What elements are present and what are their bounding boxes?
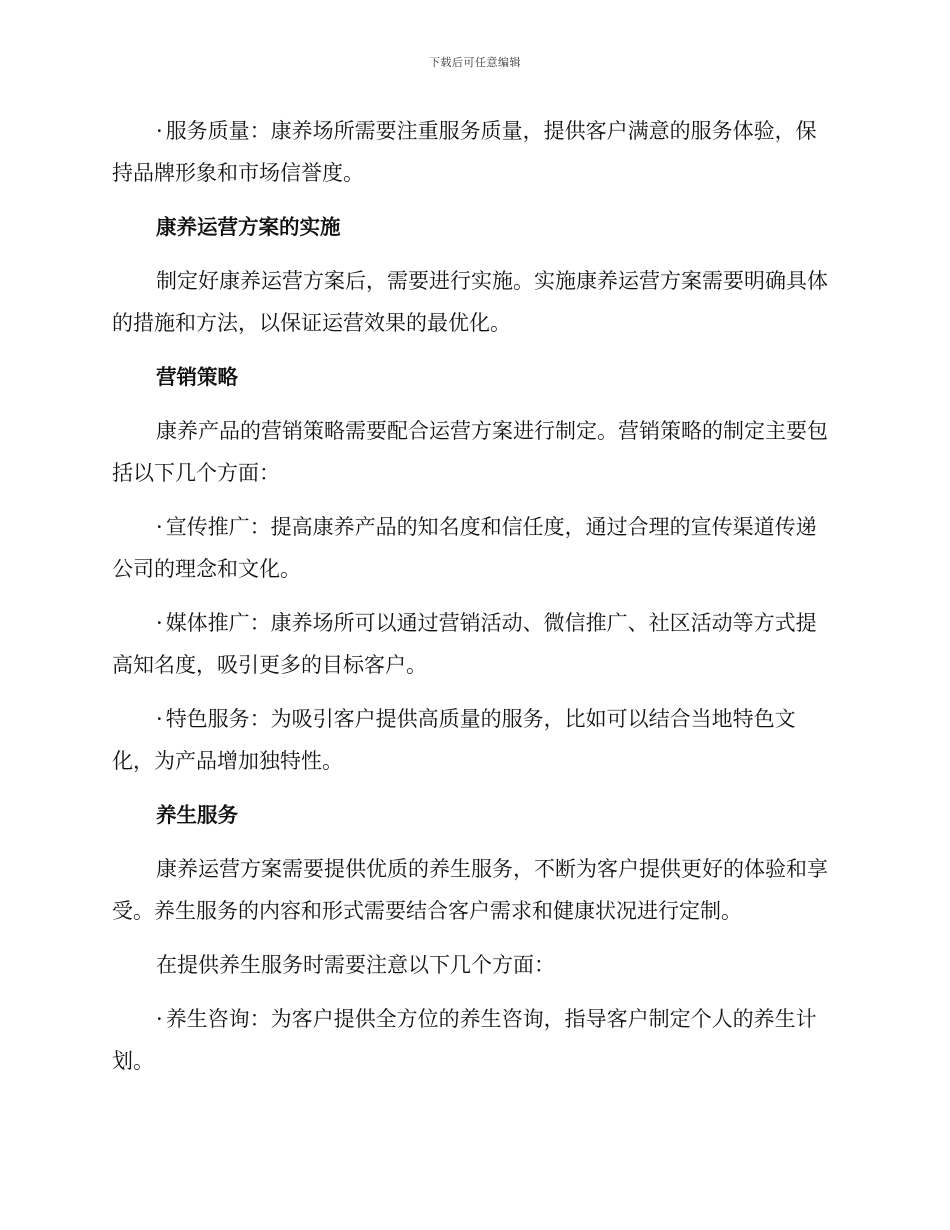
paragraph-text: 宣传推广：提高康养产品的知名度和信任度，通过合理的宣传渠道传递公司的理念和文化。: [112, 515, 817, 581]
paragraph-marketing-intro: 康养产品的营销策略需要配合运营方案进行制定。营销策略的制定主要包括以下几个方面：: [112, 419, 828, 485]
page-header: 下载后可任意编辑: [429, 56, 521, 69]
section-heading-implementation: 康养运营方案的实施: [156, 215, 341, 239]
paragraph-text: 媒体推广：康养场所可以通过营销活动、微信推广、社区活动等方式提高知名度，吸引更多的目标客户。: [112, 611, 817, 677]
paragraph-text: 服务质量：康养场所需要注重服务质量，提供客户满意的服务体验，保持品牌形象和市场信誉度。: [112, 119, 817, 185]
bullet-dot: ·: [156, 611, 163, 635]
document-body: [112, 110, 832, 1094]
bullet-dot: ·: [156, 1007, 163, 1031]
paragraph-wellness-notes: 在提供养生服务时需要注意以下几个方面：: [156, 953, 555, 977]
bullet-paragraph-promotion: [112, 506, 832, 590]
paragraph-wellness-intro: 康养运营方案需要提供优质的养生服务，不断为客户提供更好的体验和享受。养生服务的内容和形式需要结合客户需求和健康状况进行定制。: [112, 857, 828, 923]
section-heading-marketing: 营销策略: [156, 365, 238, 389]
bullet-paragraph-media: [112, 602, 832, 686]
paragraph-implementation: 制定好康养运营方案后，需要进行实施。实施康养运营方案需要明确具体的措施和方法，以保证运营效果的最优化。: [112, 269, 828, 335]
bullet-paragraph-consultation: [112, 998, 832, 1082]
bullet-dot: ·: [156, 119, 163, 143]
paragraph-text: 养生咨询：为客户提供全方位的养生咨询，指导客户制定个人的养生计划。: [112, 1007, 817, 1073]
bullet-paragraph-service-quality: [112, 110, 832, 194]
section-heading-wellness: 养生服务: [156, 803, 238, 827]
bullet-paragraph-featured-service: [112, 698, 832, 782]
bullet-dot: ·: [156, 707, 163, 731]
paragraph-text: 特色服务：为吸引客户提供高质量的服务，比如可以结合当地特色文化，为产品增加独特性。: [112, 707, 796, 773]
bullet-dot: ·: [156, 515, 163, 539]
